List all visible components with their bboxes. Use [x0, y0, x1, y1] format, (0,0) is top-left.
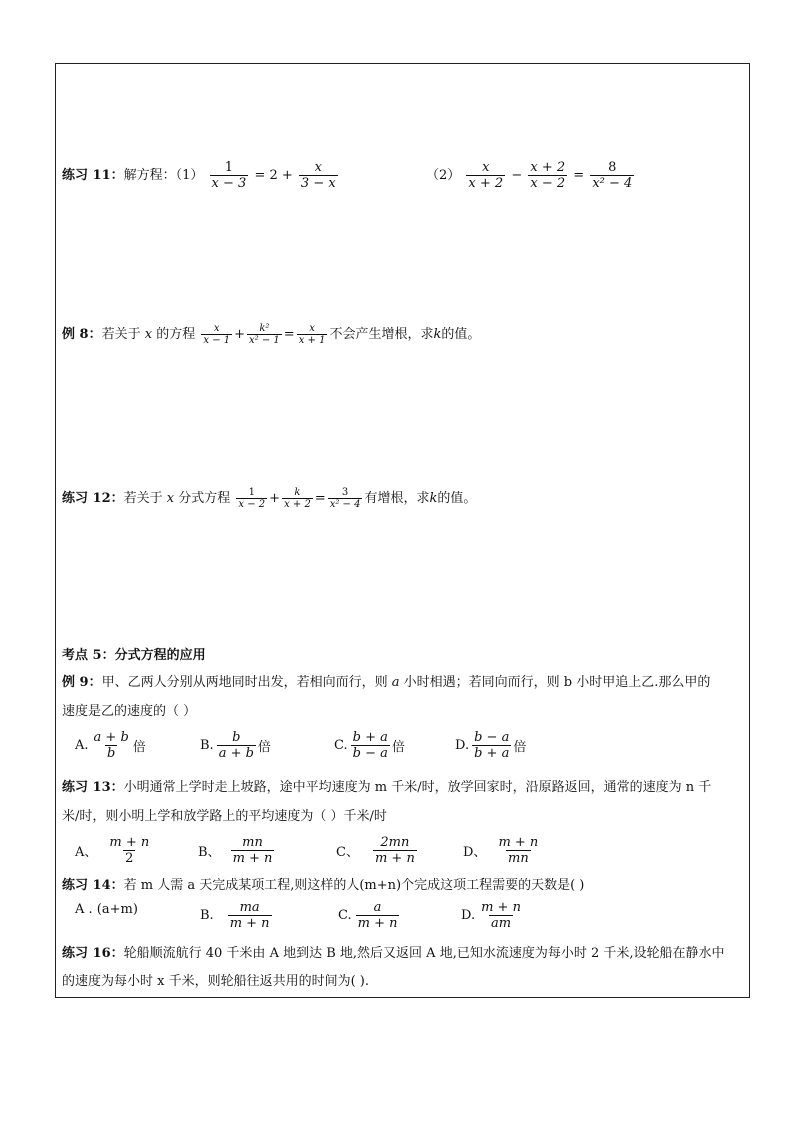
- fraction: [217, 730, 256, 761]
- fraction: [590, 160, 634, 191]
- exercise-13-option-b: [198, 835, 276, 866]
- denominator: x² − 4: [592, 176, 633, 191]
- option-letter: C.: [334, 738, 348, 753]
- option-letter: D、: [463, 845, 487, 860]
- numerator: 2mn: [380, 835, 410, 850]
- numerator: mn: [242, 835, 263, 850]
- part-label: （2）: [426, 168, 461, 183]
- denominator: x² − 1: [249, 335, 280, 346]
- text: 若关于: [101, 327, 141, 342]
- text: 的方程: [156, 327, 196, 342]
- fraction: [328, 487, 363, 510]
- exercise-14-line-1: [62, 876, 584, 896]
- denominator: m + n: [357, 916, 398, 931]
- unit: 倍: [391, 740, 405, 755]
- denominator: x + 1: [298, 335, 326, 346]
- numerator: ma: [239, 900, 260, 915]
- exercise-13-line-2: 米/时，则小明上学和放学路上的平均速度为（ ）千米/时: [62, 809, 387, 824]
- denominator: x + 2: [284, 499, 311, 510]
- text: 不会产生增根，求: [329, 327, 434, 342]
- numerator: x: [213, 323, 220, 334]
- exercise-13-option-d: [463, 835, 542, 866]
- variable: k: [429, 491, 438, 506]
- example-8-label: 例 8：: [62, 327, 102, 342]
- exercise-11-label: 练习 11：: [62, 168, 124, 183]
- example-9-option-b: [200, 730, 271, 761]
- numerator: b − a: [474, 730, 510, 745]
- text: 的值。: [437, 491, 477, 506]
- exercise-11-intro: 解方程：（1）: [123, 168, 204, 183]
- numerator: x: [482, 160, 490, 175]
- exercise-11-part-2: [426, 160, 636, 191]
- denominator: b + a: [474, 746, 510, 761]
- operator: =: [283, 327, 295, 342]
- exercise-16-line-2: 的速度为每小时 x 千米，则轮船往返共用的时间为( ).: [62, 974, 370, 989]
- unit: 倍: [513, 740, 527, 755]
- equation-text: = 2 +: [254, 168, 293, 183]
- numerator: b: [232, 730, 241, 745]
- exercise-11: [62, 160, 340, 191]
- option-letter: B.: [200, 908, 214, 923]
- variable: x: [166, 491, 175, 506]
- denominator: am: [490, 916, 512, 931]
- fraction: [528, 160, 567, 191]
- operator: =: [573, 168, 585, 183]
- numerator: k: [294, 487, 301, 498]
- fraction: [201, 323, 232, 346]
- fraction: [373, 835, 417, 866]
- unit: 倍: [132, 740, 146, 755]
- option-letter: C.: [338, 908, 352, 923]
- operator: −: [511, 168, 523, 183]
- fraction: [299, 160, 338, 191]
- text: 有增根，求: [364, 491, 430, 506]
- unit: 倍: [257, 740, 271, 755]
- exercise-12: [62, 487, 476, 510]
- option-letter: A.: [75, 738, 89, 753]
- denominator: x − 3: [211, 176, 247, 191]
- numerator: a + b: [93, 730, 129, 745]
- denominator: m + n: [374, 851, 415, 866]
- text: 若 m 人需 a 天完成某项工程,则这样的人(m+n)个完成这项工程需要的天数是( ): [123, 878, 585, 893]
- exercise-14-option-c: [338, 900, 401, 931]
- example-8: [62, 323, 480, 346]
- exercise-13-label: 练习 13：: [62, 780, 124, 795]
- option-letter: C、: [336, 845, 359, 860]
- denominator: x − 2: [238, 499, 266, 510]
- fraction: [496, 835, 540, 866]
- denominator: a + b: [218, 746, 254, 761]
- fraction: [247, 323, 282, 346]
- exercise-16-line-1: [62, 944, 725, 964]
- section-title: 考点 5：分式方程的应用: [62, 648, 206, 663]
- example-9-line-1: [62, 673, 710, 693]
- numerator: m + n: [109, 835, 150, 850]
- denominator: m + n: [229, 916, 270, 931]
- text: 轮船顺流航行 40 千米由 A 地到达 B 地,然后又返回 A 地,已知水流速度为每小时 2 千米,设轮船在静水中: [123, 946, 725, 961]
- option-letter: D.: [455, 738, 470, 753]
- fraction: [472, 730, 511, 761]
- denominator: b − a: [352, 746, 388, 761]
- numerator: 1: [224, 160, 234, 175]
- variable: k: [433, 327, 442, 342]
- fraction: [297, 323, 328, 346]
- fraction: [356, 900, 400, 931]
- numerator: x: [309, 323, 315, 334]
- denominator: 3 − x: [300, 176, 336, 191]
- numerator: 3: [341, 487, 349, 498]
- fraction: [282, 487, 313, 510]
- example-9-line-2: 速度是乙的速度的（ ）: [62, 704, 197, 719]
- example-9-option-c: [334, 730, 405, 761]
- fraction: [351, 730, 390, 761]
- denominator: 2: [125, 851, 134, 866]
- option-letter: B、: [198, 845, 221, 860]
- fraction: [228, 900, 272, 931]
- option-letter: B.: [200, 738, 214, 753]
- exercise-13-line-1: [62, 778, 711, 798]
- example-9-option-d: [455, 730, 526, 761]
- exercise-14-option-d: [461, 900, 525, 931]
- exercise-14-option-a: [75, 902, 138, 917]
- denominator: x − 1: [203, 335, 231, 346]
- exercise-12-label: 练习 12：: [62, 491, 124, 506]
- text: 若关于: [123, 491, 163, 506]
- fraction: [107, 835, 151, 866]
- fraction: [92, 730, 131, 761]
- text: 分式方程: [178, 491, 231, 506]
- exercise-13-option-c: [336, 835, 419, 866]
- denominator: mn: [508, 851, 529, 866]
- denominator: x² − 4: [329, 499, 361, 510]
- text: 甲、乙两人分别从两地同时出发，若相向而行，则: [101, 675, 388, 690]
- exercise-14-label: 练习 14：: [62, 878, 124, 893]
- example-9-label: 例 9：: [62, 675, 102, 690]
- fraction: [236, 487, 267, 510]
- denominator: b: [106, 746, 116, 761]
- numerator: x: [314, 160, 322, 175]
- operator: =: [314, 491, 326, 506]
- variable: a: [391, 675, 400, 690]
- numerator: a: [373, 900, 382, 915]
- variable: x: [144, 327, 153, 342]
- exercise-16-label: 练习 16：: [62, 946, 124, 961]
- numerator: x + 2: [530, 160, 566, 175]
- fraction: [466, 160, 505, 191]
- text: 小时相遇；若同向而行，则 b 小时甲追上乙.那么甲的: [403, 675, 711, 690]
- option-text: A . (a+m): [75, 902, 138, 917]
- numerator: m + n: [481, 900, 521, 915]
- exercise-13-option-a: [75, 835, 153, 866]
- option-letter: A、: [75, 845, 98, 860]
- numerator: b + a: [352, 730, 388, 745]
- text: 的值。: [441, 327, 481, 342]
- fraction: [210, 160, 249, 191]
- fraction: [231, 835, 275, 866]
- option-letter: D.: [461, 908, 476, 923]
- numerator: 1: [248, 487, 255, 498]
- exercise-14-option-b: [200, 900, 274, 931]
- numerator: m + n: [498, 835, 539, 850]
- numerator: k²: [259, 323, 270, 334]
- example-9-option-a: [75, 730, 146, 761]
- numerator: 8: [608, 160, 617, 175]
- text: 小明通常上学时走上坡路，途中平均速度为 m 千米/时，放学回家时，沿原路返回，通常的速度为 n 千: [123, 780, 712, 795]
- denominator: x − 2: [530, 176, 566, 191]
- denominator: x + 2: [468, 176, 504, 191]
- operator: +: [269, 491, 281, 506]
- fraction: [479, 900, 523, 931]
- denominator: m + n: [232, 851, 273, 866]
- operator: +: [234, 327, 246, 342]
